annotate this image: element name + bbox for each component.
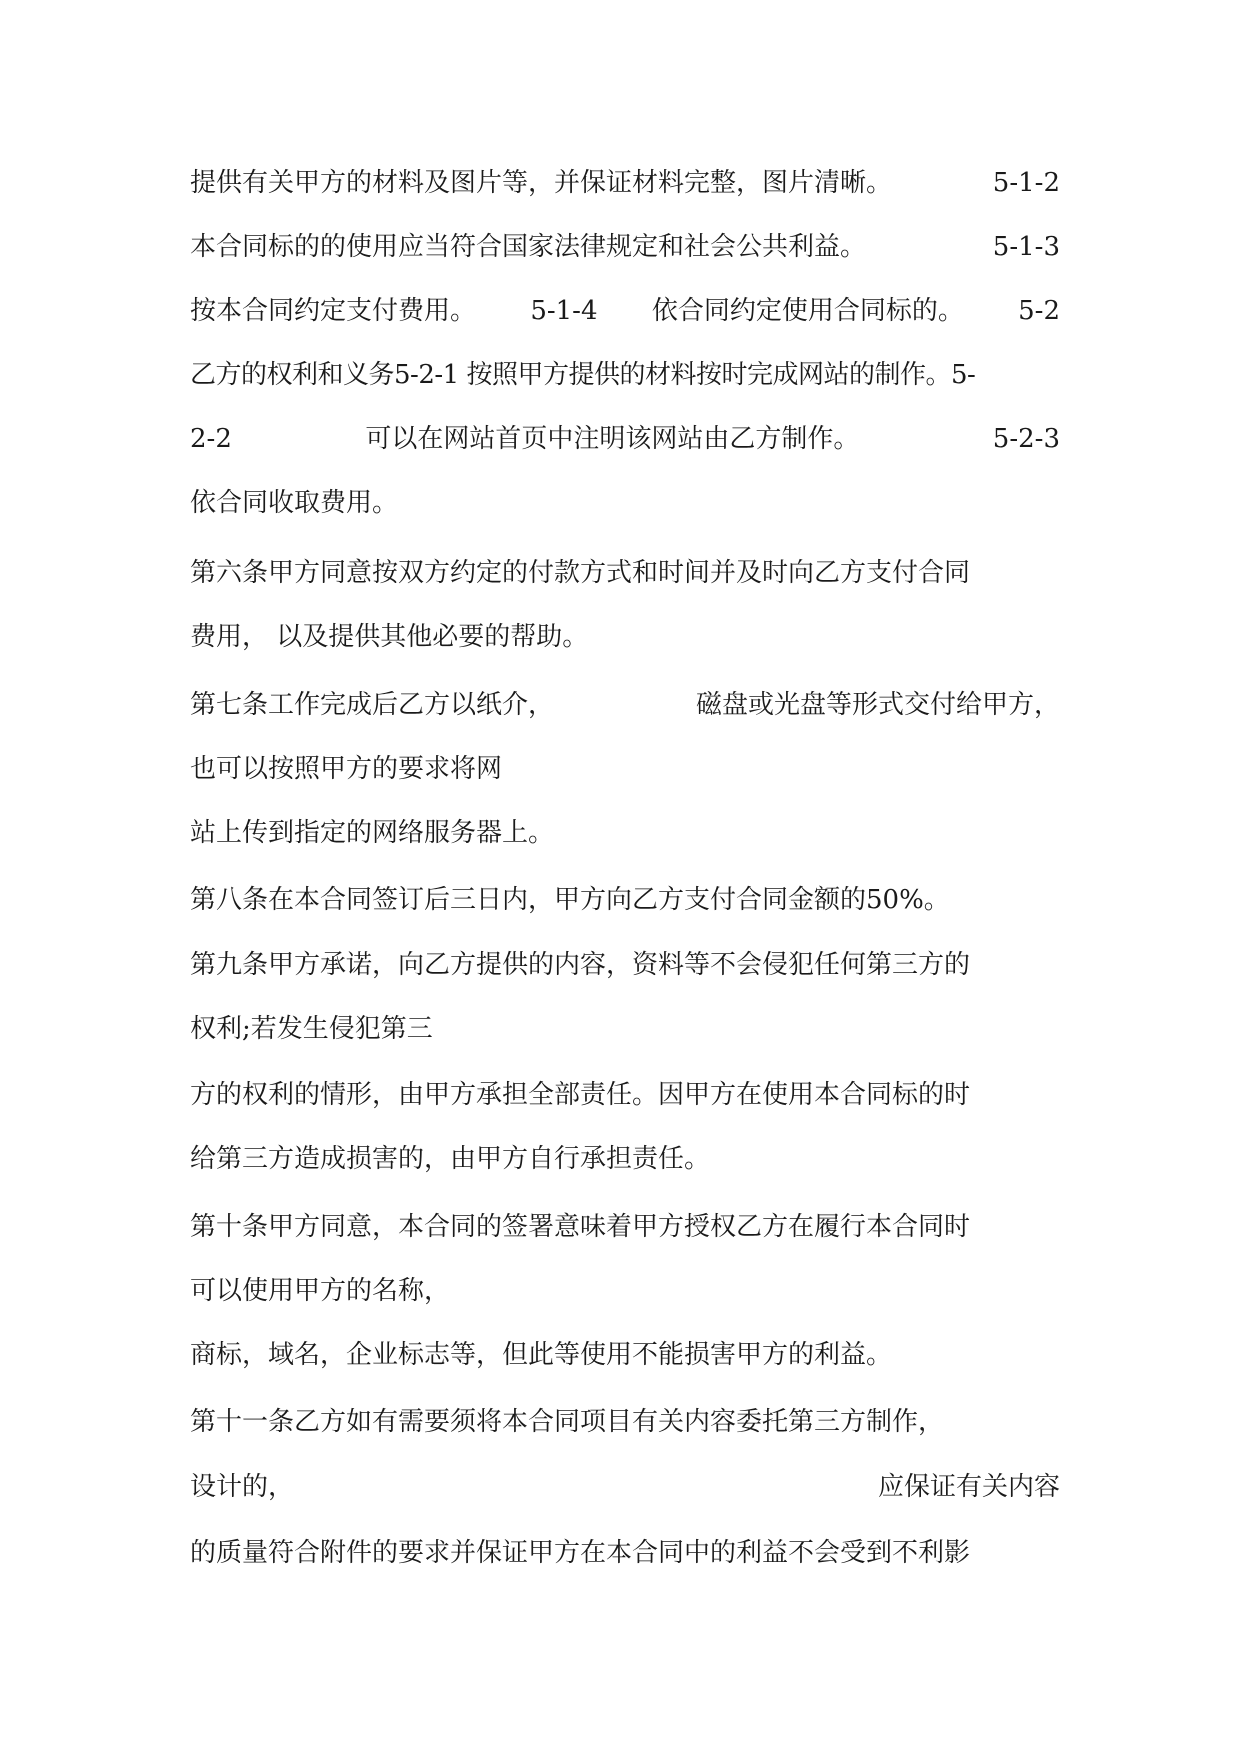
text-segment: 设计的，: [190, 1472, 295, 1502]
text-line-16: [190, 1139, 1060, 1179]
text-segment: 商标，域名，企业标志等，但此等使用不能损害甲方的利益。: [190, 1340, 893, 1370]
text-segment: 提供有关甲方的材料及图片等，并保证材料完整，图片清晰。: [190, 168, 893, 198]
clause-number: 5-2-3: [992, 424, 1060, 454]
text-line-22: [190, 1533, 1060, 1573]
clause-number: 5-1-3: [992, 232, 1060, 262]
text-segment: 费用， 以及提供其他必要的帮助。: [190, 622, 589, 652]
clause-number: 5-2: [1018, 296, 1060, 326]
text-line-7: [190, 553, 1060, 593]
text-segment: 第七条工作完成后乙方以纸介，: [190, 690, 555, 720]
text-line-17: [190, 1207, 1060, 1247]
text-segment: 乙方的权利和义务5-2-1 按照甲方提供的材料按时完成网站的制作。5-: [190, 360, 976, 390]
text-line-13: [190, 945, 1060, 985]
text-line-20: [190, 1402, 1060, 1442]
text-segment: 依合同收取费用。: [190, 488, 399, 518]
text-segment: 本合同标的的使用应当符合国家法律规定和社会公共利益。: [190, 232, 867, 262]
text-line-4: [190, 355, 1060, 395]
clause-number: 2-2: [190, 424, 232, 454]
text-line-15: [190, 1075, 1060, 1115]
text-segment: 磁盘或光盘等形式交付给甲方，: [695, 690, 1060, 720]
text-segment: 给第三方造成损害的，由甲方自行承担责任。: [190, 1144, 711, 1174]
text-segment: 的质量符合附件的要求并保证甲方在本合同中的利益不会受到不利影: [190, 1538, 971, 1568]
text-segment: 第九条甲方承诺，向乙方提供的内容，资料等不会侵犯任何第三方的: [190, 950, 971, 980]
text-segment: 按本合同约定支付费用。: [190, 296, 477, 326]
text-line-2: [190, 227, 1060, 267]
text-segment: 第十条甲方同意，本合同的签署意味着甲方授权乙方在履行本合同时: [190, 1212, 971, 1242]
clause-number: 5-1-4: [530, 296, 598, 326]
text-line-1: [190, 163, 1060, 203]
text-line-11: [190, 813, 1060, 853]
text-segment: 依合同约定使用合同标的。: [651, 296, 964, 326]
text-segment: 权利;若发生侵犯第三: [190, 1014, 433, 1044]
text-line-21: [190, 1467, 1060, 1507]
text-segment: 第十一条乙方如有需要须将本合同项目有关内容委托第三方制作，: [190, 1407, 945, 1437]
text-segment: 方的权利的情形，由甲方承担全部责任。因甲方在使用本合同标的时: [190, 1080, 971, 1110]
text-segment: 可以使用甲方的名称，: [190, 1276, 451, 1306]
text-line-12: [190, 880, 1060, 920]
text-segment: 第六条甲方同意按双方约定的付款方式和时间并及时向乙方支付合同: [190, 558, 971, 588]
text-line-3: [190, 291, 1060, 331]
text-line-6: [190, 483, 1060, 523]
text-line-10: [190, 749, 1060, 789]
text-segment: 站上传到指定的网络服务器上。: [190, 818, 555, 848]
text-segment: 第八条在本合同签订后三日内，甲方向乙方支付合同金额的50%。: [190, 885, 950, 915]
text-line-5: [190, 419, 1060, 459]
text-line-9: [190, 685, 1060, 725]
text-line-8: [190, 617, 1060, 657]
text-line-18: [190, 1271, 1060, 1311]
text-line-19: [190, 1335, 1060, 1375]
text-line-14: [190, 1009, 1060, 1049]
clause-number: 5-1-2: [992, 168, 1060, 198]
text-segment: 可以在网站首页中注明该网站由乙方制作。: [365, 424, 860, 454]
text-segment: 应保证有关内容: [877, 1472, 1060, 1502]
text-segment: 也可以按照甲方的要求将网: [190, 754, 503, 784]
